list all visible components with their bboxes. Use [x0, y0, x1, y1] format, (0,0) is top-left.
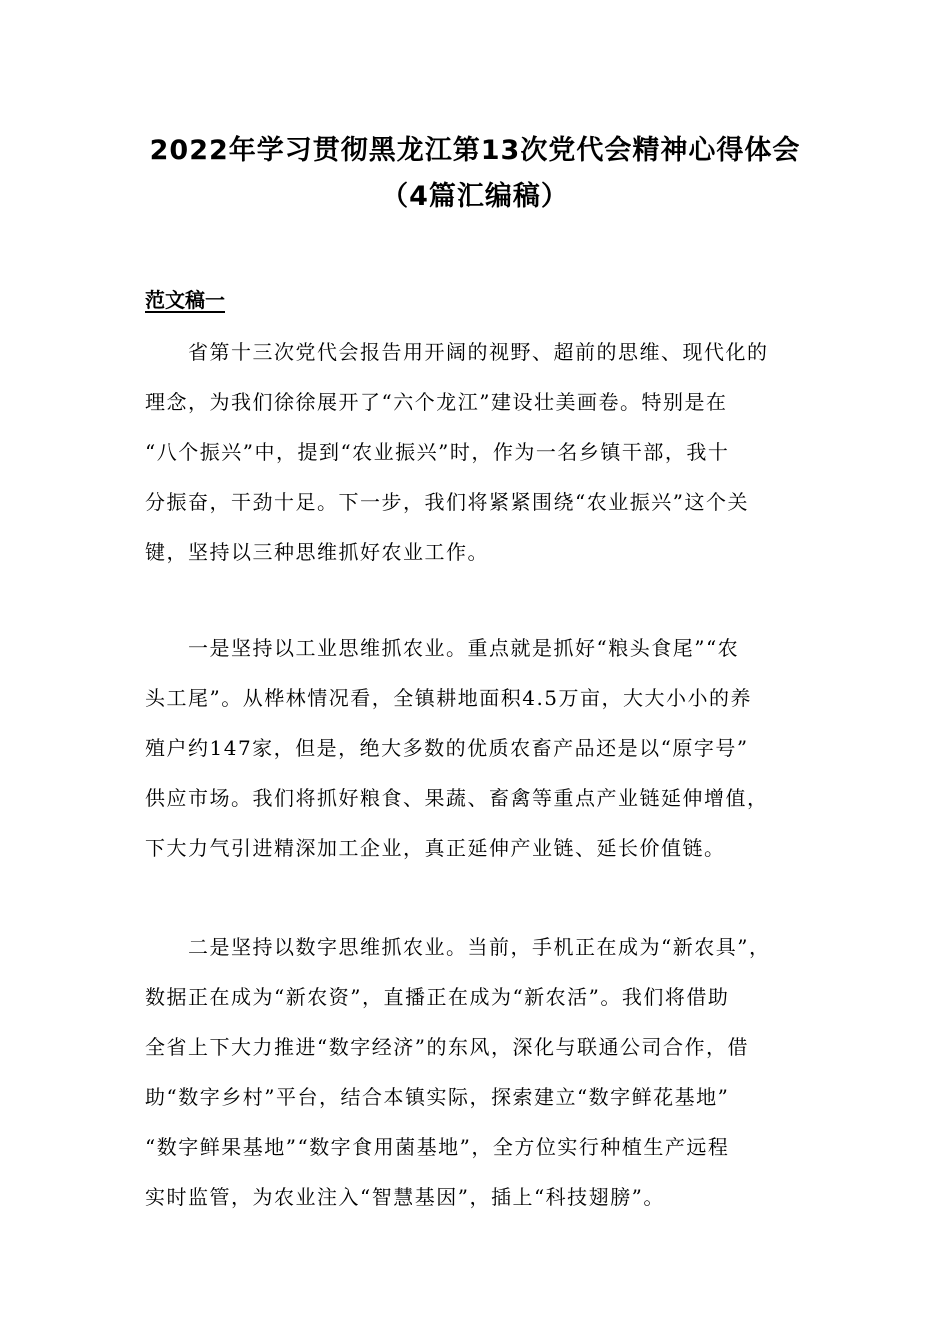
document-title	[0, 128, 950, 220]
paragraph-line: 一是坚持以工业思维抓农业。重点就是抓好“粮头食尾”“农	[145, 636, 740, 660]
title-line-1: 2022年学习贯彻黑龙江第13次党代会精神心得体会	[149, 135, 801, 166]
paragraph-line: 理念，为我们徐徐展开了“六个龙江”建设壮美画卷。特别是在	[145, 390, 728, 414]
paragraph-3	[145, 922, 825, 1222]
paragraph-line: 下大力气引进精深加工企业，真正延伸产业链、延长价值链。	[145, 836, 726, 860]
section-label: 范文稿一	[145, 288, 225, 312]
paragraph-line: 头工尾”。从桦林情况看，全镇耕地面积4.5万亩，大大小小的养	[145, 686, 753, 710]
paragraph-line: 分振奋，干劲十足。下一步，我们将紧紧围绕“农业振兴”这个关	[145, 490, 749, 514]
paragraph-line: “数字鲜果基地”“数字食用菌基地”，全方位实行种植生产远程	[145, 1135, 730, 1159]
paragraph-line: 键，坚持以三种思维抓好农业工作。	[145, 540, 489, 564]
paragraph-2	[145, 623, 825, 873]
paragraph-line: 二是坚持以数字思维抓农业。当前，手机正在成为“新农具”，	[145, 935, 771, 959]
paragraph-line: 供应市场。我们将抓好粮食、果蔬、畜禽等重点产业链延伸增值，	[145, 786, 769, 810]
paragraph-line: 数据正在成为“新农资”，直播正在成为“新农活”。我们将借助	[145, 985, 730, 1009]
paragraph-line: 省第十三次党代会报告用开阔的视野、超前的思维、现代化的	[145, 340, 769, 364]
title-line-2: （4篇汇编稿）	[381, 181, 569, 212]
paragraph-line: “八个振兴”中，提到“农业振兴”时，作为一名乡镇干部，我十	[145, 440, 730, 464]
paragraph-line: 全省上下大力推进“数字经济”的东风，深化与联通公司合作，借	[145, 1035, 749, 1059]
paragraph-line: 实时监管，为农业注入“智慧基因”，插上“科技翅膀”。	[145, 1185, 665, 1209]
paragraph-line: 助“数字乡村”平台，结合本镇实际，探索建立“数字鲜花基地”	[145, 1085, 730, 1109]
paragraph-1	[145, 327, 825, 577]
paragraph-line: 殖户约147家，但是，绝大多数的优质农畜产品还是以“原字号”	[145, 736, 749, 760]
